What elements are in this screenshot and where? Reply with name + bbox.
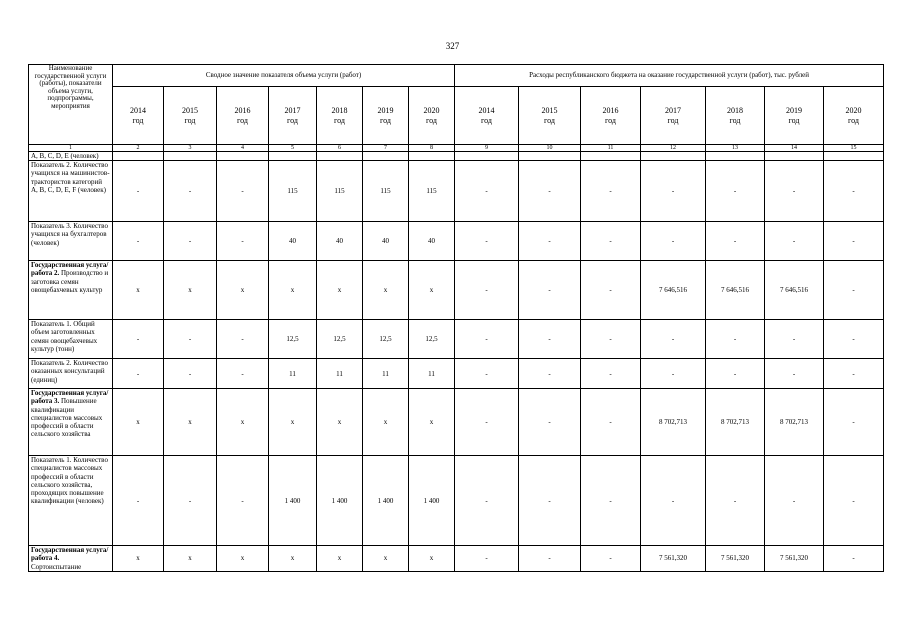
row-label: Показатель 3. Количество учащихся на бухгалтеров (человек) xyxy=(31,222,108,247)
row-label: Показатель 2. Количество оказанных консультаций (единиц) xyxy=(31,359,108,384)
expense-cell: - xyxy=(641,320,706,359)
volume-cell: 40 xyxy=(363,222,409,261)
expense-cell: - xyxy=(824,389,884,456)
volume-cell: - xyxy=(164,161,217,222)
expense-cell: - xyxy=(519,546,581,572)
year-header-volume-1: 2015 год xyxy=(164,87,217,145)
volume-cell: 12,5 xyxy=(363,320,409,359)
volume-cell: - xyxy=(217,456,269,546)
expense-cell: - xyxy=(581,261,641,320)
volume-cell: x xyxy=(217,389,269,456)
expense-cell: - xyxy=(824,320,884,359)
volume-cell: x xyxy=(317,261,363,320)
expense-cell: - xyxy=(824,546,884,572)
volume-cell: 115 xyxy=(409,161,455,222)
expense-cell: - xyxy=(641,222,706,261)
row-label: Сортоиспытание xyxy=(31,562,82,571)
year-header-expense-5: 2019 год xyxy=(765,87,824,145)
column-number: 1 xyxy=(29,145,113,152)
volume-cell: x xyxy=(164,546,217,572)
expense-cell: - xyxy=(765,359,824,389)
indicator-row xyxy=(29,161,884,222)
volume-cell: 12,5 xyxy=(317,320,363,359)
year-header-volume-6: 2020 год xyxy=(409,87,455,145)
expense-cell: - xyxy=(824,359,884,389)
expense-cell: 8 702,713 xyxy=(765,389,824,456)
row-name xyxy=(29,161,113,222)
volume-cell: x xyxy=(164,389,217,456)
volume-cell: x xyxy=(217,261,269,320)
volume-cell: x xyxy=(363,546,409,572)
volume-cell: x xyxy=(113,261,164,320)
expense-cell: - xyxy=(581,456,641,546)
volume-cell: 11 xyxy=(409,359,455,389)
column-number-row xyxy=(29,145,884,152)
row-name xyxy=(29,222,113,261)
volume-cell: x xyxy=(363,261,409,320)
row-label: Показатель 2. Количество учащихся на машинистов-трактористов категорий А, В, С, D, Е, F (человек) xyxy=(31,161,110,194)
expense-cell: 8 702,713 xyxy=(641,389,706,456)
volume-cell: 12,5 xyxy=(269,320,317,359)
volume-cell: 11 xyxy=(269,359,317,389)
header-name-column: Наименование государственной услуги (работы), показатели объема услуги, подпрограммы, мероприятия xyxy=(29,65,113,145)
year-header-volume-4: 2018 год xyxy=(317,87,363,145)
year-header-expense-3: 2017 год xyxy=(641,87,706,145)
volume-cell: 12,5 xyxy=(409,320,455,359)
indicator-row xyxy=(29,222,884,261)
volume-cell: 1 400 xyxy=(269,456,317,546)
expense-cell: - xyxy=(706,359,765,389)
row-label: Показатель 1. Количество специалистов массовых профессий в области сельского хозяйства, проходящих повышение квалификации (человек) xyxy=(31,456,108,506)
indicator-row xyxy=(29,320,884,359)
column-number: 12 xyxy=(641,145,706,152)
volume-cell: - xyxy=(164,359,217,389)
row-name xyxy=(29,359,113,389)
column-number: 9 xyxy=(455,145,519,152)
volume-cell: x xyxy=(269,546,317,572)
column-number: 15 xyxy=(824,145,884,152)
expense-cell: - xyxy=(581,546,641,572)
volume-cell: x xyxy=(363,389,409,456)
expense-cell: 7 561,320 xyxy=(641,546,706,572)
expense-cell: - xyxy=(765,320,824,359)
volume-cell: 115 xyxy=(269,161,317,222)
expense-cell: - xyxy=(455,222,519,261)
volume-cell: x xyxy=(269,261,317,320)
column-number: 14 xyxy=(765,145,824,152)
volume-cell: - xyxy=(164,456,217,546)
expense-cell: - xyxy=(824,161,884,222)
year-header-expense-6: 2020 год xyxy=(824,87,884,145)
page-number: 327 xyxy=(445,41,460,51)
expense-cell: - xyxy=(641,456,706,546)
volume-cell: - xyxy=(217,320,269,359)
expense-cell: - xyxy=(581,161,641,222)
expense-cell: - xyxy=(706,222,765,261)
expense-cell: - xyxy=(765,456,824,546)
volume-cell: 1 400 xyxy=(409,456,455,546)
expense-cell: 7 646,516 xyxy=(641,261,706,320)
volume-cell: 1 400 xyxy=(317,456,363,546)
expense-cell: 7 646,516 xyxy=(706,261,765,320)
expense-cell: - xyxy=(519,456,581,546)
volume-cell: - xyxy=(217,222,269,261)
expense-cell: - xyxy=(706,320,765,359)
row-label: Повышение квалификации специалистов массовых профессий в области сельского хозяйства xyxy=(31,397,103,439)
volume-cell: - xyxy=(113,456,164,546)
row-label: Показатель 1. Общий объем заготовленных семян овощебахчевых культур (тонн) xyxy=(31,320,98,353)
expense-cell: - xyxy=(519,222,581,261)
row-name xyxy=(29,261,113,320)
expense-cell: - xyxy=(765,161,824,222)
volume-cell: 11 xyxy=(317,359,363,389)
service-row xyxy=(29,546,884,572)
year-header-expense-2: 2016 год xyxy=(581,87,641,145)
expense-cell: - xyxy=(455,320,519,359)
volume-cell: - xyxy=(164,222,217,261)
service-row xyxy=(29,261,884,320)
budget-table xyxy=(28,64,884,572)
header-row-groups xyxy=(29,65,884,87)
expense-cell: - xyxy=(519,359,581,389)
expense-cell: - xyxy=(706,456,765,546)
volume-cell: - xyxy=(113,222,164,261)
volume-cell: x xyxy=(409,546,455,572)
volume-cell: - xyxy=(113,161,164,222)
expense-cell: - xyxy=(581,389,641,456)
volume-cell: x xyxy=(409,389,455,456)
expense-cell: 7 646,516 xyxy=(765,261,824,320)
column-number: 11 xyxy=(581,145,641,152)
header-volume-group: Сводное значение показателя объема услуги (работ) xyxy=(113,65,455,87)
volume-cell: x xyxy=(113,546,164,572)
row-label: Производство и заготовка семян овощебахчевых культур xyxy=(31,269,109,294)
expense-cell: - xyxy=(455,389,519,456)
column-number: 5 xyxy=(269,145,317,152)
row-name xyxy=(29,389,113,456)
volume-cell: 115 xyxy=(317,161,363,222)
service-title: Государственная услуга/работа 4. xyxy=(31,546,109,563)
column-number: 7 xyxy=(363,145,409,152)
expense-cell: - xyxy=(519,161,581,222)
expense-cell: - xyxy=(641,359,706,389)
expense-cell: - xyxy=(824,261,884,320)
column-number: 10 xyxy=(519,145,581,152)
expense-cell: - xyxy=(581,359,641,389)
service-title: Государственная услуга/работа 2. xyxy=(31,261,109,278)
header-row-years xyxy=(29,87,884,145)
expense-cell: - xyxy=(455,546,519,572)
expense-cell: 7 561,320 xyxy=(765,546,824,572)
expense-cell: - xyxy=(824,222,884,261)
volume-cell: 115 xyxy=(363,161,409,222)
expense-cell: - xyxy=(581,222,641,261)
year-header-volume-5: 2019 год xyxy=(363,87,409,145)
year-header-expense-4: 2018 год xyxy=(706,87,765,145)
year-header-volume-2: 2016 год xyxy=(217,87,269,145)
column-number: 2 xyxy=(113,145,164,152)
volume-cell: x xyxy=(269,389,317,456)
expense-cell: - xyxy=(824,456,884,546)
row-name xyxy=(29,456,113,546)
expense-cell: - xyxy=(706,161,765,222)
column-number: 3 xyxy=(164,145,217,152)
year-header-expense-0: 2014 год xyxy=(455,87,519,145)
column-number: 4 xyxy=(217,145,269,152)
column-number: 8 xyxy=(409,145,455,152)
header-expense-group: Расходы республиканского бюджета на оказание государственной услуги (работ), тыс. рублей xyxy=(455,65,884,87)
volume-cell: 1 400 xyxy=(363,456,409,546)
expense-cell: 7 561,320 xyxy=(706,546,765,572)
volume-cell: 11 xyxy=(363,359,409,389)
volume-cell: x xyxy=(113,389,164,456)
expense-cell: - xyxy=(765,222,824,261)
volume-cell: - xyxy=(217,161,269,222)
volume-cell: - xyxy=(164,320,217,359)
column-number: 13 xyxy=(706,145,765,152)
year-header-volume-0: 2014 год xyxy=(113,87,164,145)
expense-cell: - xyxy=(641,161,706,222)
continuation-row xyxy=(29,152,884,161)
expense-cell: - xyxy=(455,359,519,389)
expense-cell: - xyxy=(519,389,581,456)
volume-cell: 40 xyxy=(409,222,455,261)
volume-cell: 40 xyxy=(269,222,317,261)
volume-cell: x xyxy=(409,261,455,320)
expense-cell: 8 702,713 xyxy=(706,389,765,456)
volume-cell: - xyxy=(113,320,164,359)
volume-cell: x xyxy=(217,546,269,572)
row-name xyxy=(29,320,113,359)
year-header-expense-1: 2015 год xyxy=(519,87,581,145)
expense-cell: - xyxy=(455,161,519,222)
volume-cell: x xyxy=(317,389,363,456)
service-row xyxy=(29,389,884,456)
expense-cell: - xyxy=(519,320,581,359)
continuation-label: А, В, С, D, Е (человек) xyxy=(29,152,113,161)
expense-cell: - xyxy=(581,320,641,359)
volume-cell: x xyxy=(164,261,217,320)
expense-cell: - xyxy=(519,261,581,320)
volume-cell: - xyxy=(113,359,164,389)
row-name xyxy=(29,546,113,572)
service-title: Государственная услуга/работа 3. xyxy=(31,389,109,406)
column-number: 6 xyxy=(317,145,363,152)
year-header-volume-3: 2017 год xyxy=(269,87,317,145)
indicator-row xyxy=(29,359,884,389)
expense-cell: - xyxy=(455,456,519,546)
volume-cell: 40 xyxy=(317,222,363,261)
indicator-row xyxy=(29,456,884,546)
volume-cell: - xyxy=(217,359,269,389)
expense-cell: - xyxy=(455,261,519,320)
volume-cell: x xyxy=(317,546,363,572)
